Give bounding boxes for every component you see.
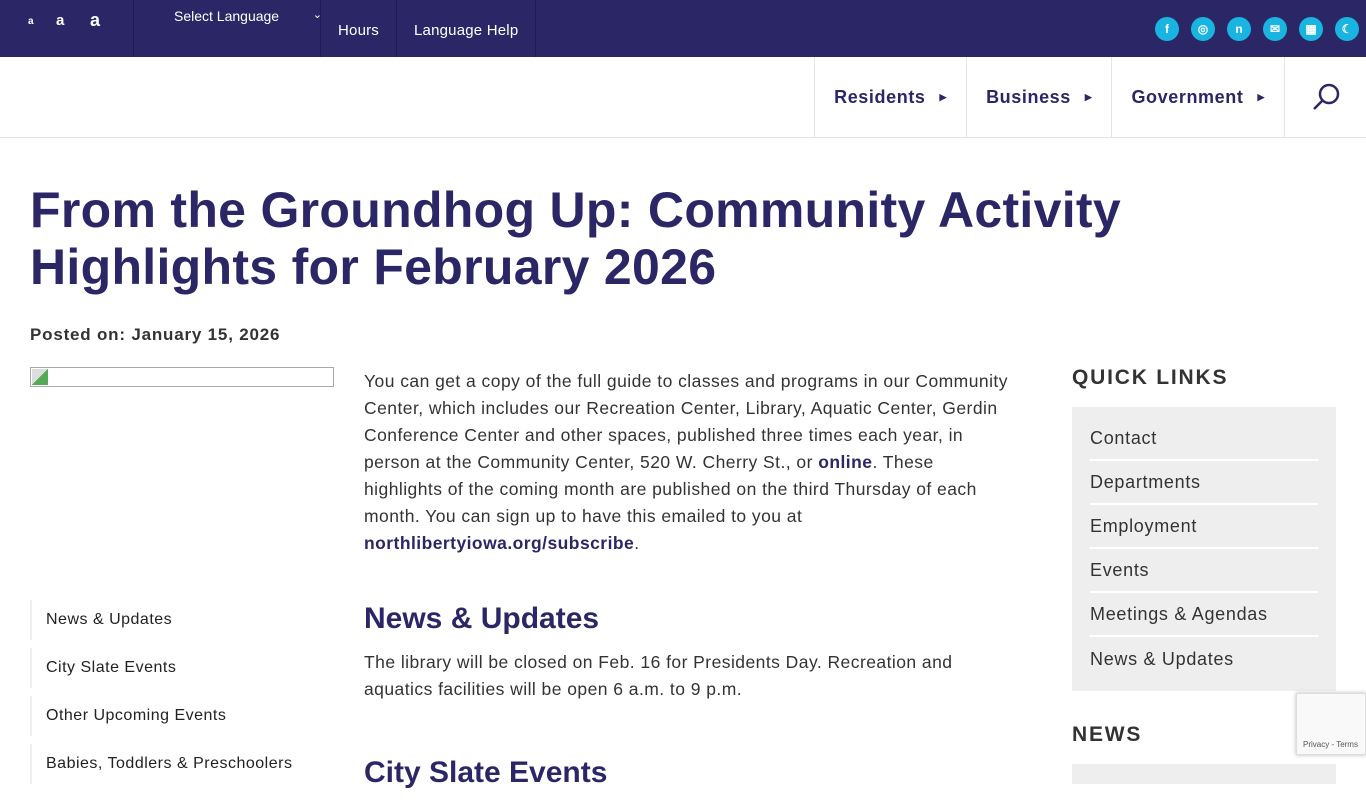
section-link-news-updates[interactable]: News & Updates (30, 600, 330, 640)
page-section-nav (30, 600, 330, 792)
hours-link[interactable]: Hours (321, 0, 397, 57)
nav-business-label: Business (986, 86, 1071, 107)
caret-right-icon: ▶ (939, 91, 948, 102)
news-box (1072, 764, 1336, 784)
search-button[interactable] (1284, 57, 1366, 137)
online-link[interactable]: online (818, 452, 873, 472)
nav-residents-label: Residents (834, 86, 926, 107)
instagram-icon[interactable]: ◎ (1191, 17, 1215, 41)
quick-link-contact[interactable]: Contact (1090, 417, 1318, 461)
text-size-small[interactable]: a (28, 16, 34, 27)
caret-right-icon: ▶ (1084, 91, 1093, 102)
quick-link-events[interactable]: Events (1090, 549, 1318, 593)
top-utility-bar (0, 0, 1366, 57)
chevron-down-icon: ⌄ (312, 9, 322, 21)
article-body (364, 368, 1009, 803)
quick-links-title: QUICK LINKS (1072, 366, 1229, 389)
quick-link-news[interactable]: News & Updates (1090, 648, 1234, 669)
broken-image (30, 367, 334, 387)
subscribe-link[interactable]: northlibertyiowa.org/subscribe (364, 533, 635, 553)
quick-link-departments[interactable]: Departments (1090, 461, 1318, 505)
dark-mode-icon[interactable]: ☾ (1335, 17, 1359, 41)
main-nav (0, 57, 1366, 138)
section-body-news: The library will be closed on Feb. 16 for Presidents Day. Recreation and aquatics facilities will be open 6 a.m. to 9 p.m. (364, 652, 953, 699)
quick-link-meetings[interactable]: Meetings & Agendas (1090, 593, 1318, 637)
posted-date: Posted on: January 15, 2026 (30, 325, 281, 344)
recaptcha-badge[interactable] (1296, 693, 1366, 755)
section-link-city-slate[interactable]: City Slate Events (30, 648, 330, 688)
nav-residents[interactable] (814, 57, 966, 137)
facebook-icon[interactable]: f (1155, 17, 1179, 41)
email-icon[interactable]: ✉ (1263, 17, 1287, 41)
nav-government-label: Government (1131, 86, 1244, 107)
page-title: From the Groundhog Up: Community Activity Highlights for February 2026 (30, 182, 1121, 295)
language-select[interactable] (134, 0, 321, 57)
text-size-large[interactable]: a (90, 10, 101, 30)
language-help-link[interactable]: Language Help (397, 0, 536, 57)
calendar-icon[interactable]: ▦ (1299, 17, 1323, 41)
nextdoor-icon[interactable]: n (1227, 17, 1251, 41)
text-size-medium[interactable]: a (56, 12, 65, 29)
quick-links-list (1072, 407, 1336, 691)
recaptcha-text: Privacy - Terms (1303, 740, 1358, 749)
quick-link-employment[interactable]: Employment (1090, 505, 1318, 549)
section-heading-news: News & Updates (364, 602, 600, 635)
search-icon (1311, 82, 1341, 112)
intro-paragraph: You can get a copy of the full guide to classes and programs in our Community Center, which includes our Recreation Center, Library, Aquatic Center, Gerdin Conference Center and other spaces, published three times each year, in person at the Community Center, 520 W. Cherry St., or online. These highlights of the coming month are published on the third Thursday of each month. You can sign up to have this emailed to you at northlibertyiowa.org/subscribe. (364, 371, 1008, 553)
section-heading-city-slate: City Slate Events (364, 756, 608, 789)
section-link-other-events[interactable]: Other Upcoming Events (30, 696, 330, 736)
social-icons (1155, 17, 1359, 41)
broken-image-icon (32, 369, 48, 385)
news-title: NEWS (1072, 723, 1143, 746)
language-select-label: Select Language (174, 8, 280, 24)
nav-government[interactable] (1111, 57, 1284, 137)
nav-business[interactable] (966, 57, 1111, 137)
caret-right-icon: ▶ (1257, 91, 1265, 102)
text-size-controls (0, 0, 134, 57)
section-link-babies[interactable]: Babies, Toddlers & Preschoolers (30, 744, 330, 784)
